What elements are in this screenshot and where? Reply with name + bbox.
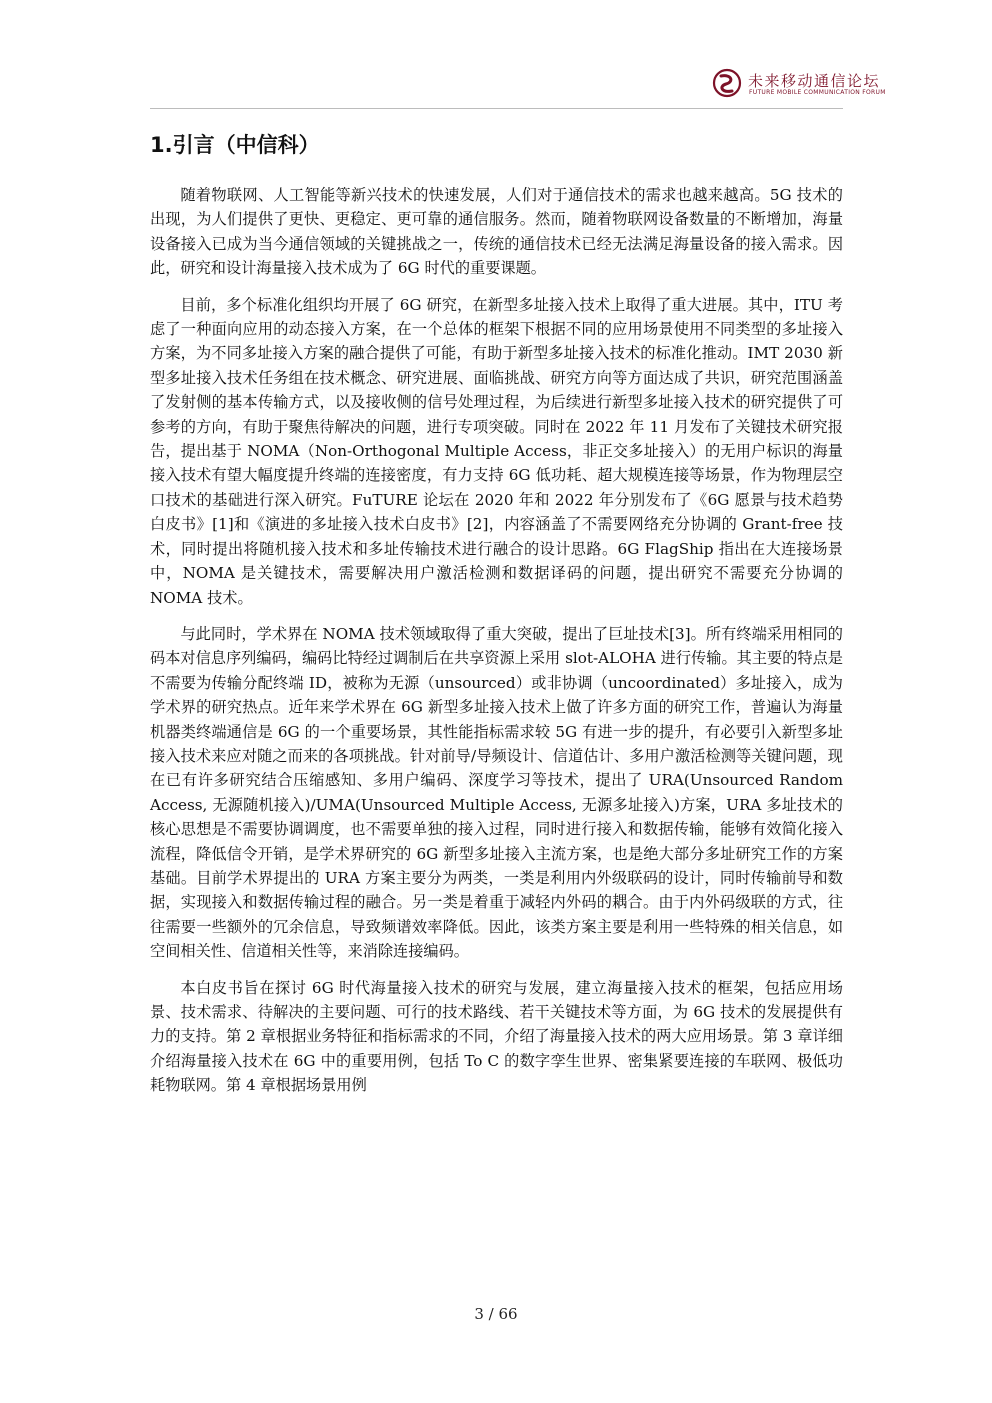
paragraph: 随着物联网、人工智能等新兴技术的快速发展，人们对于通信技术的需求也越来越高。5G 技术的出现，为人们提供了更快、更稳定、更可靠的通信服务。然而，随着物联网设备数量的不断增加，海量设备接入已成为当今通信领域的关键挑战之一，传统的通信技术已经无法满足海量设备的接入需求。因此，研究和设计海量接入技术成为了 6G 时代的重要课题。	[150, 186, 843, 278]
paragraph: 本白皮书旨在探讨 6G 时代海量接入技术的研究与发展，建立海量接入技术的框架，包括应用场景、技术需求、待解决的主要问题、可行的技术路线、若干关键技术等方面，为 6G 技术的发展提供有力的支持。第 2 章根据业务特征和指标需求的不同，介绍了海量接入技术的两大应用场景。第 3 章详细介绍海量接入技术在 6G 中的重要用例，包括 To C 的数字孪生世界、密集紧要连接的车联网、极低功耗物联网。第 4 章根据场景用例	[150, 978, 843, 1095]
section-heading: 1.引言（中信科）	[150, 133, 320, 157]
logo-name-cn: 未来移动通信论坛	[748, 72, 881, 90]
paragraph: 目前，多个标准化组织均开展了 6G 研究，在新型多址接入技术上取得了重大进展。其中，ITU 考虑了一种面向应用的动态接入方案，在一个总体的框架下根据不同的应用场景使用不同类型的多址接入方案，为不同多址接入方案的融合提供了可能，有助于新型多址接入技术的标准化推动。IMT 2030 新型多址接入技术任务组在技术概念、研究进展、面临挑战、研究方向等方面达成了共识，研究范围涵盖了发射侧的基本传输方式，以及接收侧的信号处理过程，为后续进行新型多址接入技术的研究提供了可参考的方向，有助于聚焦待解决的问题，进行专项突破。同时在 2022 年 11 月发布了关键技术研究报告，提出基于 NOMA（Non-Orthogonal Multiple Access，非正交多址接入）的无用户标识的海量接入技术有望大幅度提升终端的连接密度，有力支持 6G 低功耗、超大规模连接等场景，作为物理层空口技术的基础进行深入研究。FuTURE 论坛在 2020 年和 2022 年分别发布了《6G 愿景与技术趋势白皮书》[1]和《演进的多址接入技术白皮书》[2]，内容涵盖了不需要网络充分协调的 Grant-free 技术，同时提出将随机接入技术和多址传输技术进行融合的设计思路。6G FlagShip 指出在大连接场景中，NOMA 是关键技术，需要解决用户激活检测和数据译码的问题，提出研究不需要充分协调的 NOMA 技术。	[150, 295, 843, 607]
forum-logo-icon	[712, 68, 742, 98]
page-number: 3 / 66	[474, 1305, 518, 1323]
logo-name-en: FUTURE MOBILE COMMUNICATION FORUM	[749, 89, 886, 96]
forum-logo	[712, 68, 902, 102]
header-divider	[150, 108, 843, 109]
paragraph: 与此同时，学术界在 NOMA 技术领域取得了重大突破，提出了巨址技术[3]。所有终端采用相同的码本对信息序列编码，编码比特经过调制后在共享资源上采用 slot-ALOHA 进行传输。其主要的特点是不需要为传输分配终端 ID，被称为无源（unsourced）或非协调（uncoordinated）多址接入，成为学术界的研究热点。近年来学术界在 6G 新型多址接入技术上做了许多方面的研究工作，普遍认为海量机器类终端通信是 6G 的一个重要场景，其性能指标需求较 5G 有进一步的提升，有必要引入新型多址接入技术来应对随之而来的各项挑战。针对前导/导频设计、信道估计、多用户激活检测等关键问题，现在已有许多研究结合压缩感知、多用户编码、深度学习等技术，提出了 URA(Unsourced Random Access, 无源随机接入)/UMA(Unsourced Multiple Access, 无源多址接入)方案，URA 多址技术的核心思想是不需要协调调度，也不需要单独的接入过程，同时进行接入和数据传输，能够有效简化接入流程，降低信令开销，是学术界研究的 6G 新型多址接入主流方案，也是绝大部分多址研究工作的方案基础。目前学术界提出的 URA 方案主要分为两类，一类是利用内外级联码的设计，同时传输前导和数据，实现接入和数据传输过程的融合。另一类是着重于减轻内外码的耦合。由于内外码级联的方式，往往需要一些额外的冗余信息，导致频谱效率降低。因此，该类方案主要是利用一些特殊的相关信息，如空间相关性、信道相关性等，来消除连接编码。	[150, 624, 843, 961]
body-text	[150, 183, 843, 1110]
